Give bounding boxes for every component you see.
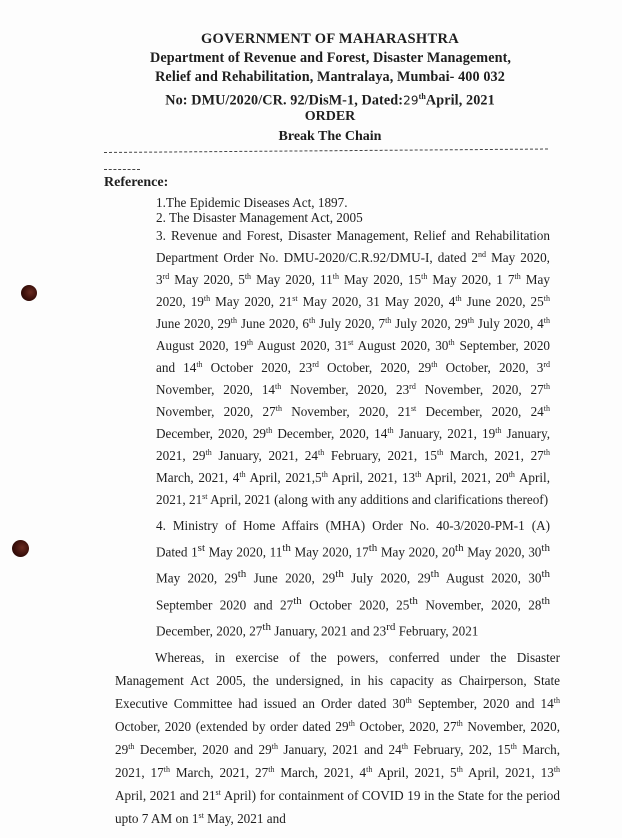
reference-item-4: 4. Ministry of Home Affairs (MHA) Order No. 40-3/2020-PM-1 (A) Dated 1st May 2020, 11th May 2020, 17th May 2020, 20th May 2020, 30th May 2020, 29th June 2020, 29th July 2020, 29th August 2020, 30th September 2020 and 27th October 2020, 25th November, 2020, 28th December, 2020, 27th January, 2021 and 23rd February, 2021 xyxy=(156,518,550,639)
punch-hole-mark xyxy=(12,540,29,557)
department-line-2: Relief and Rehabilitation, Mantralaya, Mumbai- 400 032 xyxy=(155,69,505,85)
reference-label: Reference: xyxy=(104,175,169,190)
order-title: ORDER xyxy=(304,109,356,124)
reference-list xyxy=(156,195,550,643)
date-month-year: April, 2021 xyxy=(425,92,495,109)
reference-item xyxy=(156,210,550,225)
separator-dashed-line xyxy=(104,149,548,153)
department-line-1: Department of Revenue and Forest, Disaster Management, xyxy=(150,50,512,66)
reference-text: The Disaster Management Act, 2005 xyxy=(165,210,363,225)
handwritten-suffix: th xyxy=(418,92,426,101)
letterhead xyxy=(150,30,510,111)
order-subtitle: Break The Chain xyxy=(278,129,382,144)
whereas-paragraph: Whereas, in exercise of the powers, conferred under the Disaster Management Act 2005, the undersigned, in his capacity as Chairperson, State Executive Committee had issued an Order dated 30th September, 2020 and 14th October, 2020 (extended by order dated 29th October, 2020, 27th November, 2020, 29th December, 2020 and 29th January, 2021 and 24th February, 202, 15th March, 2021, 17th March, 2021, 27th March, 2021, 4th April, 2021, 5th April, 2021, 13th April, 2021 and 21st April) for containment of COVID 19 in the State for the period upto 7 AM on 1st May, 2021 and xyxy=(115,650,561,826)
punch-hole-mark xyxy=(21,285,37,301)
reference-item xyxy=(156,195,550,210)
reference-text: The Epidemic Diseases Act, 1897. xyxy=(165,195,348,210)
handwritten-day: 29 xyxy=(403,93,419,108)
government-title: GOVERNMENT OF MAHARASHTRA xyxy=(200,31,460,47)
separator-dashed-line-continued xyxy=(104,169,140,170)
order-heading xyxy=(250,107,410,147)
order-number: No: DMU/2020/CR. 92/DisM-1, Dated: xyxy=(165,92,404,109)
reference-item-3: 3. Revenue and Forest, Disaster Management, Relief and Rehabilitation Department Order No. DMU-2020/C.R.92/DMU-I, dated 2nd May 2020, 3rd May 2020, 5th May 2020, 11th May 2020, 15th May 2020, 1 7th May 2020, 19th May 2020, 21st May 2020, 31 May 2020, 4th June 2020, 25th June 2020, 29th June 2020, 6th July 2020, 7th July 2020, 29th July 2020, 4th August 2020, 19th August 2020, 31st August 2020, 30th September, 2020 and 14th October 2020, 23rd October, 2020, 29th October, 2020, 3rd November, 2020, 14th November, 2020, 23rd November, 2020, 27th November, 2020, 27th November, 2020, 21st December, 2020, 24th December, 2020, 29th December, 2020, 14th January, 2021, 19th January, 2021, 29th January, 2021, 24th February, 2021, 15th March, 2021, 27th March, 2021, 4th April, 2021,5th April, 2021, 13th April, 2021, 20th April, 2021, 21st April, 2021 (along with any additions and clarifications thereof) xyxy=(156,228,551,507)
reference-number: 2. xyxy=(156,210,166,225)
reference-number: 1. xyxy=(156,195,166,210)
